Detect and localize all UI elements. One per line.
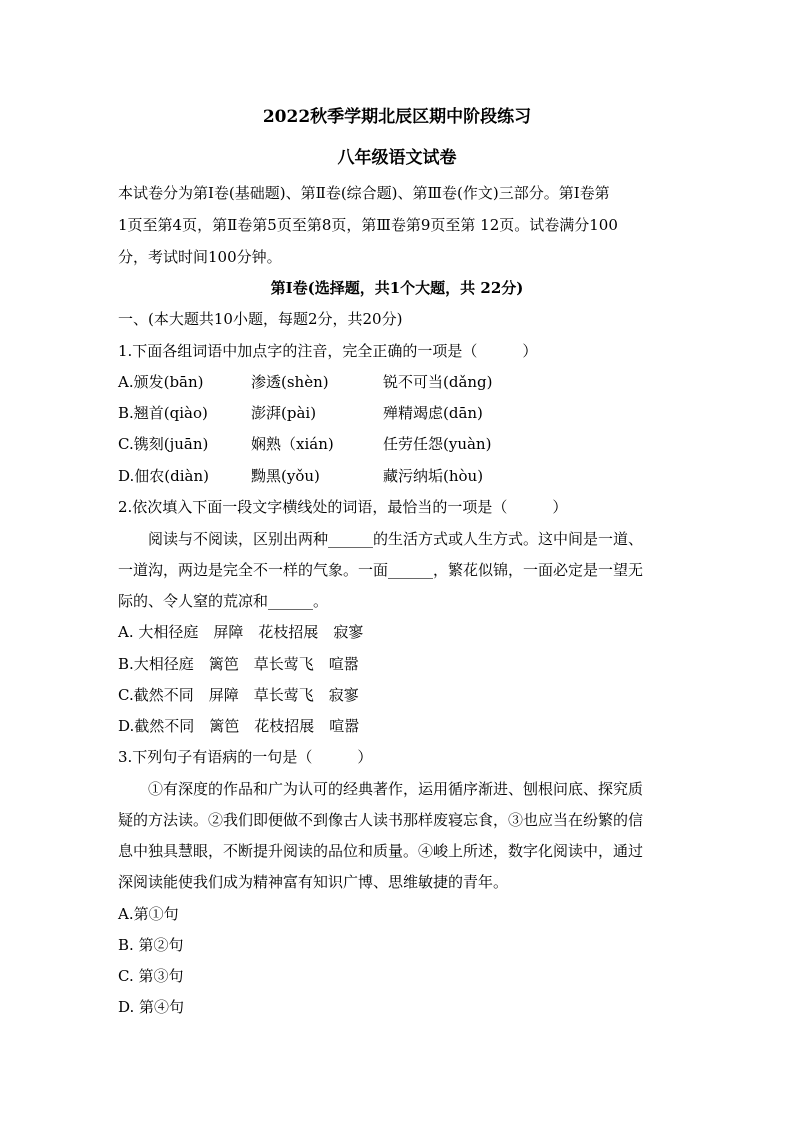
intro-line-3: 分，考试时间100分钟。 [118,248,282,266]
q2-passage-line-3: 际的、令人窒的荒凉和______。 [118,592,329,610]
q1-option-a-3: 锐不可当(dǎng) [383,373,493,391]
q1-option-c-3: 任劳任怨(yuàn) [383,435,492,453]
q1-option-d-1: D.佃农(diàn) [118,467,209,485]
q3-option-b: B. 第②句 [118,936,184,954]
q3-option-a: A.第①句 [118,905,179,923]
q1-option-b-1: B.翘首(qiào) [118,404,208,422]
q1-option-c-2: 娴熟（xián) [251,435,334,453]
q2-option-d: D.截然不同 篱笆 花枝招展 喧嚣 [118,717,360,735]
q3-option-c: C. 第③句 [118,967,184,985]
q2-option-c: C.截然不同 屏障 草长莺飞 寂寥 [118,686,359,704]
q2-option-a: A. 大相径庭 屏障 花枝招展 寂寥 [118,623,364,641]
q1-option-d-3: 藏污纳垢(hòu) [383,467,484,485]
q1-option-b-2: 澎湃(pài) [251,404,317,422]
question-3-stem: 3.下列句子有语病的一句是（ ） [118,748,373,766]
q3-passage-line-4: 深阅读能使我们成为精神富有知识广博、思维敏捷的青年。 [118,873,509,891]
q1-option-a-1: A.颁发(bān) [118,373,204,391]
q2-option-b: B.大相径庭 篱笆 草长莺飞 喧嚣 [118,655,359,673]
part-heading: 一、(本大题共10小题，每题2分，共20分) [118,310,403,328]
question-1-stem: 1.下面各组词语中加点字的注音，完全正确的一项是（ ） [118,342,538,360]
section-title: 第Ⅰ卷(选择题，共1个大题，共 22分) [270,279,524,297]
exam-subtitle: 八年级语文试卷 [337,148,457,168]
exam-title: 2022秋季学期北辰区期中阶段练习 [262,107,532,127]
question-2-stem: 2.依次填入下面一段文字横线处的词语，最恰当的一项是（ ） [118,498,568,516]
q3-passage-line-1: ①有深度的作品和广为认可的经典著作，运用循序渐进、刨根问底、探究质 [148,780,644,798]
q3-passage-line-3: 息中独具慧眼，不断提升阅读的品位和质量。④峻上所述，数字化阅读中，通过 [118,842,644,860]
intro-line-1: 本试卷分为第Ⅰ卷(基础题)、第Ⅱ卷(综合题)、第Ⅲ卷(作文)三部分。第Ⅰ卷第 [118,184,610,202]
q1-option-c-1: C.镌刻(juān) [118,435,209,453]
intro-line-2: 1页至第4页，第Ⅱ卷第5页至第8页，第Ⅲ卷第9页至第 12页。试卷满分100 [118,216,618,234]
q1-option-d-2: 黝黑(yǒu) [251,467,320,485]
q1-option-b-3: 殚精竭虑(dān) [383,404,483,422]
q3-passage-line-2: 疑的方法读。②我们即便做不到像古人读书那样废寝忘食，③也应当在纷繁的信 [118,811,644,829]
q3-option-d: D. 第④句 [118,998,185,1016]
q2-passage-line-1: 阅读与不阅读，区别出两种______的生活方式或人生方式。这中间是一道、 [148,530,644,548]
q1-option-a-2: 渗透(shèn) [251,373,329,391]
q2-passage-line-2: 一道沟，两边是完全不一样的气象。一面______，繁花似锦，一面必定是一望无 [118,561,644,579]
